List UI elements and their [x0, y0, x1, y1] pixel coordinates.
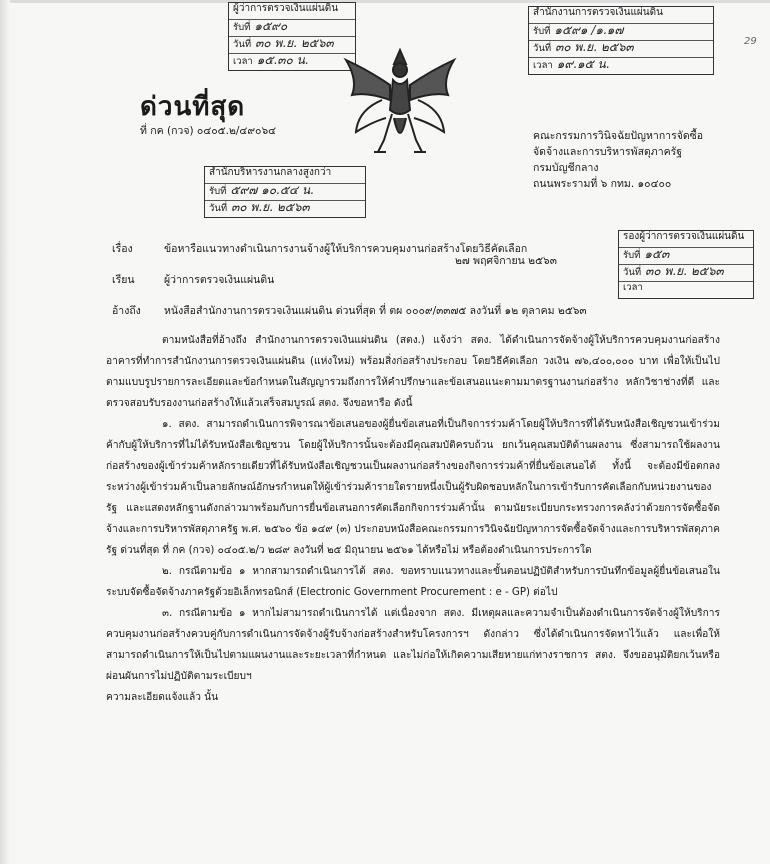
stamp-date-label: วันที่	[209, 203, 228, 214]
urgency-heading: ด่วนที่สุด	[140, 92, 246, 122]
stamp-date-label: วันที่	[623, 267, 642, 278]
recipient-text: ผู้ว่าการตรวจเงินแผ่นดิน	[164, 274, 275, 286]
stamp-date-row	[229, 37, 355, 54]
stamp-time-label: เวลา	[623, 282, 643, 293]
stamp-office: สำนักงานการตรวจเงินแผ่นดิน	[529, 7, 713, 24]
stamp-recv-value: ๑๕๙๐	[254, 20, 288, 33]
body-paragraph-1: ตามหนังสือที่อ้างถึง สำนักงานการตรวจเงินแผ่นดิน (สตง.) แจ้งว่า สตง. ได้ดำเนินการจัดจ้างผู้ให้บริการควบคุมงานก่อสร้างอาคารที่ทำการสำนักงานการตรวจเงินแผ่นดิน (แห่งใหม่) พร้อมสิ่งก่อสร้างประกอบ โดยวิธีคัดเลือก วงเงิน ๗๖,๔๐๐,๐๐๐ บาท เพื่อให้เป็นไปตามแบบรูปรายการละเอียดและข้อกำหนดในสัญญารวมถึงการให้คำปรึกษาและข้อเสนอแนะตามมาตรฐานงานก่อสร้าง หลักวิชาช่างที่ดี และตรวจสอบรับรองงานก่อสร้างให้แล้วเสร็จสมบูรณ์ สตง. จึงขอหารือ ดังนี้	[106, 335, 720, 409]
subject-text: ข้อหารือแนวทางดำเนินการงานจ้างผู้ให้บริการควบคุมงานก่อสร้างโดยวิธีคัดเลือก	[164, 243, 528, 255]
recipient-field	[112, 271, 274, 288]
subject-label: เรื่อง	[112, 243, 133, 255]
body-paragraph-3: ๒. กรณีตามข้อ ๑ หากสามารถดำเนินการได้ สตง. ขอทราบแนวทางและขั้นตอนปฏิบัติสำหรับการบันทึกข้อมูลผู้ยื่นข้อเสนอในระบบจัดซื้อจัดจ้างภาครัฐด้วยอิเล็กทรอนิกส์ (Electronic Government Procurement : e - GP) ต่อไป	[106, 566, 720, 598]
reference-text: หนังสือสำนักงานการตรวจเงินแผ่นดิน ด่วนที่สุด ที่ ตผ ๐๐๐๙/๓๓๗๕ ลงวันที่ ๑๒ ตุลาคม ๒๕๖๓	[164, 305, 587, 317]
stamp-office: ผู้ว่าการตรวจเงินแผ่นดิน	[229, 3, 355, 20]
stamp-date-value: ๓๐ พ.ย. ๒๕๖๓	[255, 37, 334, 50]
receipt-stamp-right	[618, 230, 754, 299]
letter-body	[106, 330, 720, 708]
stamp-office: รองผู้ว่าการตรวจเงินแผ่นดิน	[619, 231, 753, 248]
stamp-date-label: วันที่	[233, 39, 252, 50]
stamp-date-value: ๓๐ พ.ย. ๒๕๖๓	[555, 41, 634, 54]
garuda-emblem-icon	[338, 40, 462, 160]
stamp-date-row	[619, 265, 753, 282]
stamp-recv-value: ๕๙๗ ๑๐.๕๔ น.	[230, 184, 314, 197]
letter-date: ๒๗ พฤศจิกายน ๒๕๖๓	[455, 255, 557, 267]
stamp-office: สำนักบริหารงานกลางสูงกว่า	[205, 167, 365, 184]
document-number: ที่ กค (กวจ) ๐๔๐๕.๒/๔๙๐๖๔	[140, 125, 277, 137]
org-line-1: คณะกรรมการวินิจฉัยปัญหาการจัดซื้อ	[533, 130, 704, 142]
stamp-recv-label: รับที่	[623, 250, 641, 261]
stamp-recv-label: รับที่	[233, 22, 251, 33]
receipt-stamp-middle	[204, 166, 366, 218]
body-paragraph-4: ๓. กรณีตามข้อ ๑ หากไม่สามารถดำเนินการได้ แต่เนื่องจาก สตง. มีเหตุผลและความจำเป็นต้องดำเนินการจัดจ้างผู้ให้บริการควบคุมงานก่อสร้างควบคู่กับการดำเนินการจัดจ้างผู้รับจ้างก่อสร้างสำหรับโครงการฯ ดังกล่าว ซึ่งได้ดำเนินการจัดหาไว้แล้ว และเพื่อให้สามารถดำเนินการให้เป็นไปตามแผนงานและระยะเวลาที่กำหนด และไม่ก่อให้เกิดความเสียหายแก่ทางราชการ สตง. จึงขออนุมัติยกเว้นหรือผ่อนผันการไม่ปฏิบัติตามระเบียบฯ	[106, 608, 720, 682]
recipient-label: เรียน	[112, 274, 135, 286]
stamp-date-label: วันที่	[533, 43, 552, 54]
stamp-recv-label: รับที่	[209, 186, 227, 197]
page-left-edge	[0, 0, 10, 864]
stamp-recv-row	[205, 184, 365, 201]
stamp-date-row	[529, 41, 713, 58]
org-line-4: ถนนพระรามที่ ๖ กทม. ๑๐๔๐๐	[533, 178, 672, 190]
stamp-recv-row	[619, 248, 753, 265]
receipt-stamp-top-left	[228, 2, 356, 71]
org-line-3: กรมบัญชีกลาง	[533, 162, 599, 174]
body-paragraph-2: ๑. สตง. สามารถดำเนินการพิจารณาข้อเสนอของผู้ยื่นข้อเสนอที่เป็นกิจการร่วมค้าโดยผู้ให้บริการที่ได้รับหนังสือเชิญชวนเข้าร่วมค้ากับผู้ให้บริการที่ไม่ได้รับหนังสือเชิญชวน โดยผู้ให้บริการนั้นจะต้องมีคุณสมบัติครบถ้วน ยกเว้นคุณสมบัติด้านผลงาน ซึ่งสามารถใช้ผลงานก่อสร้างของผู้เข้าร่วมค้าหลักรายเดียวที่ได้รับหนังสือเชิญชวนเป็นผลงานก่อสร้างของกิจการร่วมค้าที่ยื่นข้อเสนอได้ ทั้งนี้ จะต้องมีข้อตกลงระหว่างผู้เข้าร่วมค้าเป็นลายลักษณ์อักษรกำหนดให้ผู้เข้าร่วมค้ารายใดรายหนึ่งเป็นผู้รับผิดชอบหลักในการเข้ารับการคัดเลือกกับหน่วยงานของรัฐ และแสดงหลักฐานดังกล่าวมาพร้อมกับการยื่นข้อเสนอการคัดเลือกกิจการร่วมค้านั้น ตามนัยระเบียบกระทรวงการคลังว่าด้วยการจัดซื้อจัดจ้างและการบริหารพัสดุภาครัฐ พ.ศ. ๒๕๖๐ ข้อ ๑๔๙ (๓) ประกอบหนังสือคณะกรรมการวินิจฉัยปัญหาการจัดซื้อจัดจ้างและการบริหารพัสดุภาครัฐ ด่วนที่สุด ที่ กค (กวจ) ๐๔๐๕.๒/ว ๒๘๙ ลงวันที่ ๒๕ มิถุนายน ๒๕๖๑ ได้หรือไม่ หรือต้องดำเนินการประการใด	[106, 419, 720, 556]
stamp-recv-row	[529, 24, 713, 41]
stamp-time-label: เวลา	[533, 60, 553, 71]
stamp-time-row	[529, 58, 713, 74]
org-line-2: จัดจ้างและการบริหารพัสดุภาครัฐ	[533, 146, 683, 158]
page-number-mark: 29	[744, 36, 757, 47]
stamp-time-row	[619, 282, 753, 298]
stamp-recv-row	[229, 20, 355, 37]
stamp-time-value: ๑๕.๓๐ น.	[256, 54, 309, 67]
stamp-date-value: ๓๐ พ.ย. ๒๕๖๓	[645, 265, 724, 278]
stamp-recv-label: รับที่	[533, 26, 551, 37]
sender-organization	[533, 128, 703, 192]
page-top-edge	[0, 0, 770, 3]
stamp-recv-value: ๑๕๓	[644, 248, 670, 261]
closing-line: ความละเอียดแจ้งแล้ว นั้น	[106, 692, 219, 703]
stamp-time-value: ๑๙.๑๕ น.	[556, 58, 610, 71]
receipt-stamp-top-right	[528, 6, 714, 75]
stamp-recv-value: ๑๕๙๑ /๑.๑๗	[554, 24, 624, 37]
stamp-time-label: เวลา	[233, 56, 253, 67]
stamp-date-row	[205, 201, 365, 217]
reference-field	[112, 302, 587, 319]
reference-label: อ้างถึง	[112, 305, 141, 317]
stamp-time-row	[229, 54, 355, 70]
stamp-date-value: ๓๐ พ.ย. ๒๕๖๓	[231, 201, 310, 214]
subject-field	[112, 240, 527, 257]
